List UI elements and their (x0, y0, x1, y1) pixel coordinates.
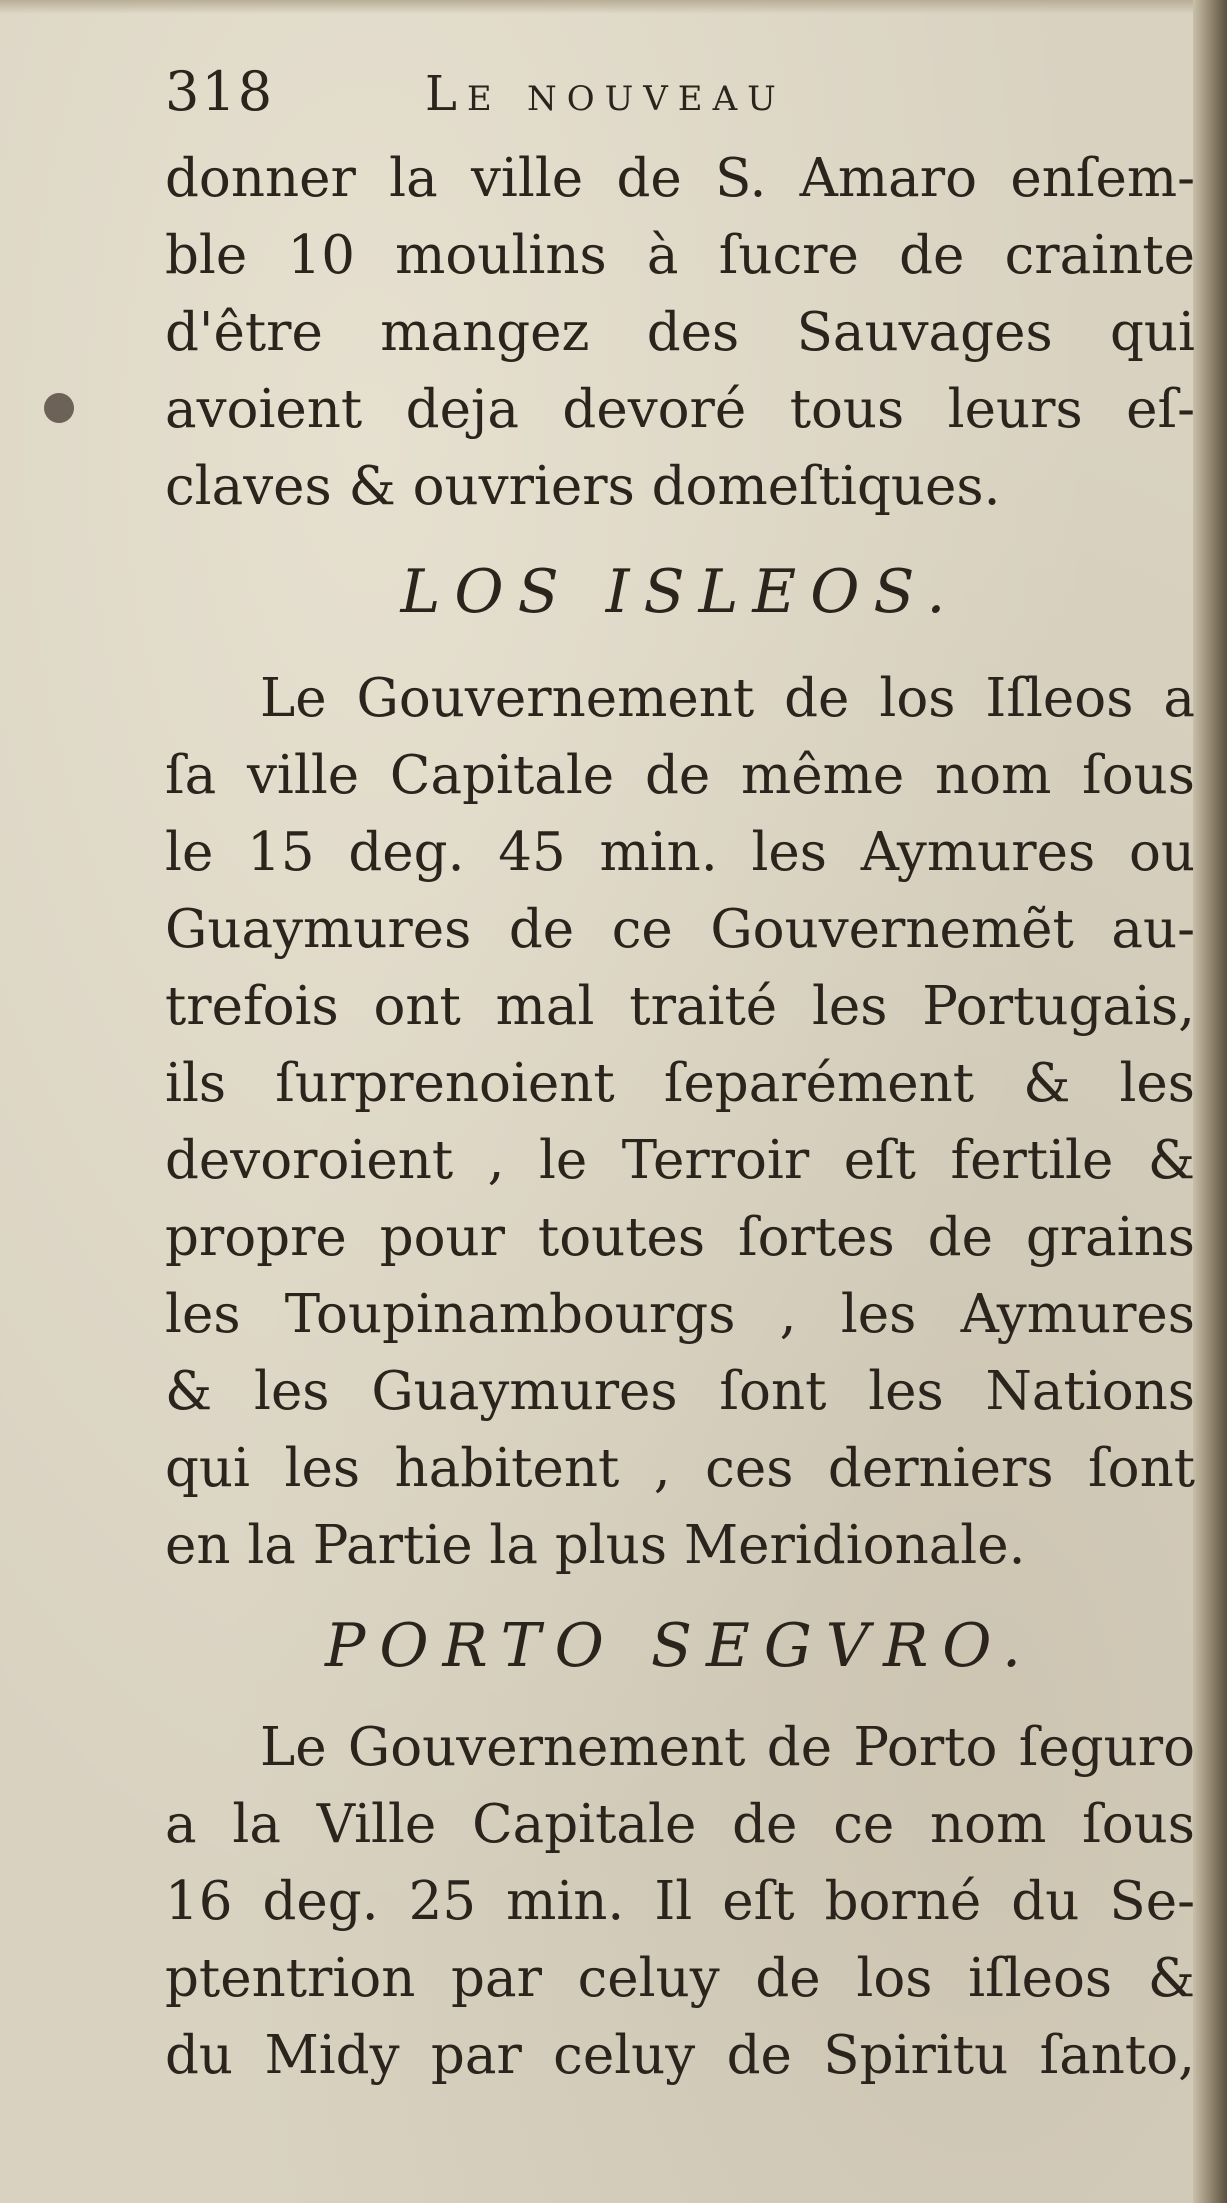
text-line: du Midy par celuy de Spiritu ſanto, (165, 2025, 1195, 2086)
text-line: le 15 deg. 45 min. les Aymures ou (165, 822, 1195, 883)
page-number: 318 (165, 60, 275, 123)
section-heading-los-isleos: LOS ISLEOS. (400, 557, 960, 627)
text-line: a la Ville Capitale de ce nom ſous (165, 1794, 1195, 1855)
text-line: Le Gouvernement de Porto ſeguro (260, 1717, 1195, 1778)
text-line: avoient deja devoré tous leurs eſ- (165, 379, 1195, 440)
text-line: Guaymures de ce Gouvernemẽt au- (165, 899, 1195, 960)
text-line: ble 10 moulins à ſucre de crainte (165, 225, 1195, 286)
text-line: Le Gouvernement de los Iſleos a (260, 668, 1195, 729)
text-line: 16 deg. 25 min. Il eſt borné du Se- (165, 1871, 1195, 1932)
text-line: ſa ville Capitale de même nom ſous (165, 745, 1195, 806)
text-line: & les Guaymures ſont les Nations (165, 1361, 1195, 1422)
page-top-shadow (0, 0, 1227, 14)
ink-spot (44, 393, 74, 423)
section-heading-porto-seguro: PORTO SEGVRO. (324, 1611, 1036, 1681)
text-line: donner la ville de S. Amaro enſem- (165, 148, 1195, 209)
page-edge (1193, 0, 1227, 2203)
text-line: les Toupinambourgs , les Aymures (165, 1284, 1195, 1345)
text-line: en la Partie la plus Meridionale. (165, 1515, 1026, 1576)
text-line: ils ſurprenoient ſeparément & les (165, 1053, 1195, 1114)
running-head (165, 60, 1195, 140)
text-line: claves & ouvriers domeſtiques. (165, 456, 1001, 517)
text-line: propre pour toutes ſortes de grains (165, 1207, 1195, 1268)
text-line: devoroient , le Terroir eſt fertile & (165, 1130, 1195, 1191)
text-block (165, 60, 1195, 2094)
text-line: ptentrion par celuy de los iſleos & (165, 1948, 1195, 2009)
text-line: d'être mangez des Sauvages qui (165, 302, 1195, 363)
text-line: qui les habitent , ces derniers ſont (165, 1438, 1195, 1499)
text-line: trefois ont mal traité les Portugais, (165, 976, 1195, 1037)
running-title: Le nouveau (425, 66, 786, 122)
